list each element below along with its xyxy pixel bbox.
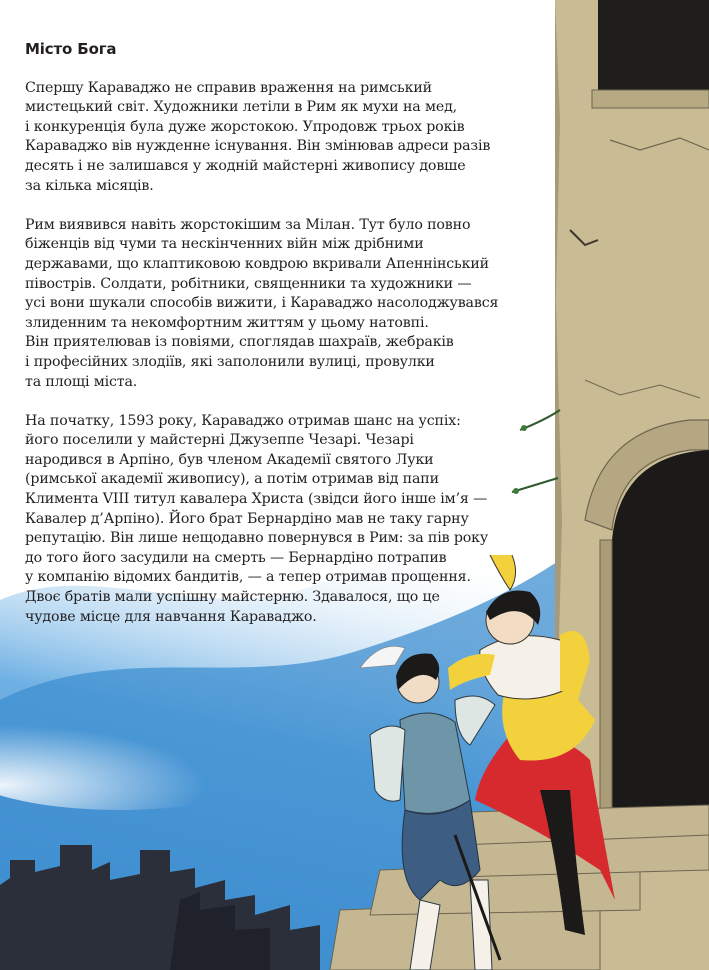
text-line: півострів. Солдати, робітники, священники та художники — xyxy=(25,275,472,292)
paragraph-2 xyxy=(25,216,530,392)
text-line: десять і не залишався у жодній майстерні живопису довше xyxy=(25,157,466,174)
text-line: Караваджо вів нужденне існування. Він змінював адреси разів xyxy=(25,138,491,155)
text-line: його поселили у майстерні Джузеппе Чезарі. Чезарі xyxy=(25,432,414,449)
text-line: репутацію. Він лише нещодавно повернувся в Рим: за пів року xyxy=(25,530,489,547)
text-line: (римської академії живопису), а потім отримав від папи xyxy=(25,471,439,488)
text-line: Він приятелював із повіями, споглядав шахраїв, жебраків xyxy=(25,334,454,351)
text-line: усі вони шукали способів вижити, і Караваджо насолоджувався xyxy=(25,295,499,312)
chapter-title: Місто Бога xyxy=(25,40,117,58)
text-line: біженців від чуми та нескінченних війн між дрібними xyxy=(25,236,424,253)
article-text xyxy=(25,40,530,647)
text-line: На початку, 1593 року, Караваджо отримав шанс на успіх: xyxy=(25,412,461,429)
text-line: та площі міста. xyxy=(25,373,138,390)
text-line: у компанію відомих бандитів, — а тепер отримав прощення. xyxy=(25,569,471,586)
text-line: Двоє братів мали успішну майстерню. Здавалося, що це xyxy=(25,589,440,606)
text-line: злиденним та некомфортним життям у цьому натовпі. xyxy=(25,314,429,331)
text-line: Кавалер д’Арпіно). Його брат Бернардіно мав не таку гарну xyxy=(25,510,469,527)
text-line: Климента VIII титул кавалера Христа (звідси його інше ім’я — xyxy=(25,491,488,508)
text-line: чудове місце для навчання Караваджо. xyxy=(25,608,317,625)
text-line: державами, що клаптиковою ковдрою вкривали Апеннінський xyxy=(25,255,489,272)
text-line: і професійних злодіїв, які заполонили вулиці, провулки xyxy=(25,353,435,370)
text-line: і конкуренція була дуже жорстокою. Упродовж трьох років xyxy=(25,118,465,135)
text-line: Спершу Караваджо не справив враження на римський xyxy=(25,79,432,96)
text-line: Рим виявився навіть жорстокішим за Мілан. Тут було повно xyxy=(25,216,471,233)
paragraph-1 xyxy=(25,79,530,197)
text-line: до того його засудили на смерть — Бернардіно потрапив xyxy=(25,549,447,566)
paragraph-3 xyxy=(25,412,530,628)
text-line: за кілька місяців. xyxy=(25,177,154,194)
text-line: народився в Арпіно, був членом Академії святого Луки xyxy=(25,451,434,468)
text-line: мистецький світ. Художники летіли в Рим як мухи на мед, xyxy=(25,99,458,116)
